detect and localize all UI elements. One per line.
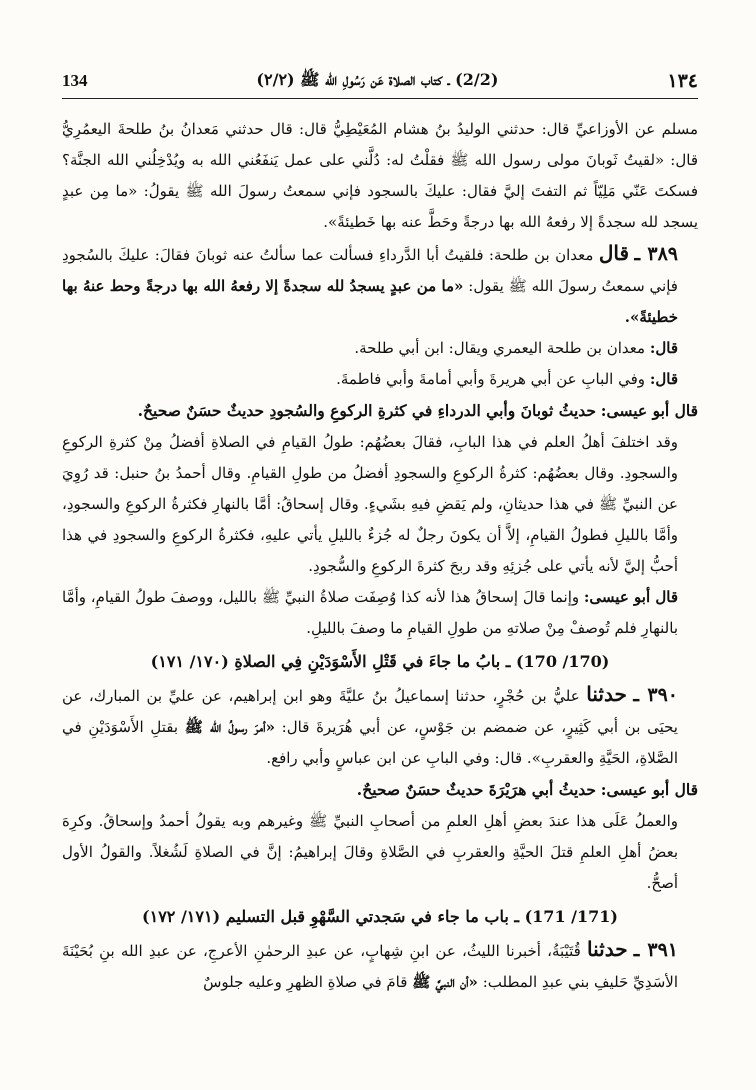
- verdict-text: حديثُ ثوبانَ وأبي الدرداءِ في كثرةِ الركوعِ والسُجودِ حديثٌ حسَنٌ صحيحٌ.: [137, 401, 596, 420]
- hadith-keyword: حدثنا: [587, 937, 628, 961]
- hadith-text: عليُّ بن حُجْرٍ، حدثنا إسماعيلُ بنُ عليَّةَ وهو ابن إبراهيم، عن عليِّ بن المبارك، عن يحيَى بن أبي كَثِيرٍ، عن ضمضم بن جَوْسٍ، عن أبي هُرَيرةَ قال:: [62, 687, 678, 736]
- verdict-keyword: قال أبو عيسى:: [600, 780, 698, 799]
- running-title: (2/2) ـ كتاب الصلاة عَن رَسُولِ الله ﷺ (٢/٢): [256, 69, 499, 89]
- note-keyword: قال:: [649, 370, 678, 388]
- note-line: [62, 333, 698, 364]
- paragraph: وقد اختلفَ أهلُ العلم في هذا البابِ، فقالَ بعضُهُم: طولُ القيامِ في الصلاةِ أفضلُ مِنْ كثرةِ الركوعِ والسجودِ. وقال بعضُهُم: كثرةُ الركوعِ والسجودِ أفضلُ من طولِ القيامِ. وقال أحمدُ بنُ حنبل: قد رُوِيَ عن النبيِّ ﷺ في هذا حديثانِ، ولم يَقضِ فيهِ بشَيءٍ. وقال إسحاقُ: أمَّا بالنهارِ فكثرةُ الركوعِ والسجودِ، وأمَّا بالليلِ فطولُ القيامِ، إلاَّ أن يكونَ رجلٌ له جُزءٌ بالليلِ يأتي عليهِ، فكثرةُ الركوعِ والسجودِ في هذا أحبُّ إليَّ لأنه يأتي على جُزئِهِ وقد ربحَ كثرةَ الركوعِ والسُّجودِ.: [62, 433, 678, 575]
- page-number-arabic: ١٣٤: [667, 70, 698, 92]
- note-text: معدان بن طلحة اليعمري ويقال: ابن أبي طلحة.: [354, 339, 646, 357]
- note-keyword: قال:: [649, 339, 678, 357]
- note-line: [62, 364, 698, 395]
- hadith-text: معدان بن طلحة: فلقيتُ أبا الدَّرداءِ فسألت عما سألتُ عنه ثوبانَ فقالَ: عليكَ بالسُجودِ فإني سمعتُ رسولَ الله ﷺ يقول:: [62, 246, 678, 295]
- hadith-391: [62, 934, 698, 998]
- hadith-matn: «ما من عبدٍ يسجدُ لله سجدةً إلا رفعهُ الله بها درجةً وحط عنهُ بها خطيئةً».: [62, 277, 678, 326]
- chapter-heading: (171/ 171) ـ باب ما جاء في سَجدتي السَّهْوِ قبل التسليم (١٧١/ ١٧٢): [142, 907, 618, 926]
- page-header: [62, 64, 698, 99]
- hadith-390: [62, 679, 698, 774]
- hadith-number: ٣٩١ ـ: [633, 939, 678, 961]
- page-number-latin: 134: [62, 71, 88, 90]
- paragraph-continuation: مسلم عن الأوزاعيِّ قال: حدثني الوليدُ بنُ هشام المُعَيْطِيُّ قال: قال حدثني مَعدانُ بنُ طلحةَ اليعمُرِيُّ قال: «لقيتُ ثَوبانَ مولى رسول الله ﷺ فقلْتُ له: دُلَّني على عمل يَنفَعُني الله به ويُدْخِلُني الله الجنَّة؟ فسكتَ عَنّي مَلِيّاً ثم التفتَ إليَّ فقال: عليكَ بالسجود فإني سمعتُ رسولَ الله ﷺ يقولُ: «ما مِن عبدٍ يسجد لله سجدةً إلا رفعهُ الله بها درجةً وحَطَّ عنه بها خَطيئةً».: [62, 120, 698, 231]
- hadith-keyword: حدثنا: [586, 682, 627, 706]
- hadith-keyword: قال: [598, 241, 630, 265]
- hadith-389: [62, 238, 698, 333]
- hadith-text: بقتلِ الأَسْوَدَيْنِ في الصَّلاةِ، الحَيَّةِ والعقربِ». قال: وفي البابِ عن ابن عباسٍ وأبي رافع.: [62, 718, 678, 767]
- hadith-matn: «أن النبيَّ ﷺ: [412, 973, 478, 991]
- hadith-number: ٣٨٩ ـ: [634, 243, 678, 265]
- page-body: [62, 114, 698, 1090]
- paragraph: والعملُ عَلَى هذا عندَ بعضِ أهلِ العلمِ من أصحابِ النبيِّ ﷺ وغيرهم وبه يقولُ أحمدُ وإسحاقُ. وكرِهَ بعضُ أهلِ العلمِ قتلَ الحيَّةِ والعقربِ في الصَّلاةِ وقالَ إبراهيمُ: إنَّ في الصلاةِ لَشُغلاً. والقولُ الأول أصحُّ.: [62, 812, 678, 892]
- verdict-keyword: قال أبو عيسى:: [583, 588, 678, 606]
- hadith-text: قامَ في صلاةِ الظهرِ وعليه جلوسٌ: [203, 973, 408, 991]
- chapter-heading: (170/ 170) ـ بابُ ما جاءَ في قَتْلِ الأَسْوَدَيْنِ فِي الصلاةِ (١٧٠/ ١٧١): [150, 652, 610, 671]
- hadith-text: قُتَيْبَةُ، أخبرنا الليثُ، عن ابنِ شِهابٍ، عن عبدِ الرحمٰنِ الأعرجِ، عن عبدِ الله بنِ بُحَيْنَةَ الأسَدِيِّ حَليفِ بني عبدِ المطلب:: [62, 942, 678, 991]
- hadith-number: ٣٩٠ ـ: [633, 684, 678, 706]
- verdict-line: [62, 582, 698, 644]
- note-text: وفي البابِ عن أبي هريرةَ وأبي أمامةَ وأبي فاطمةَ.: [336, 370, 646, 388]
- verdict-text: حديثُ أبي هرَيْرَةَ حديثٌ حسَنٌ صحيحٌ.: [356, 780, 596, 799]
- verdict-text: وإنما قالَ إسحاقُ هذا لأنه كذا وُصِفَت صلاةُ النبيِّ ﷺ بالليل، ووصفَ طولُ القيامِ، وأمَّا بالنهارِ فلم تُوصفْ مِنْ صلاتهِ من طولِ القيامِ ما وصفَ بالليلِ.: [62, 588, 678, 637]
- verdict-line: [62, 774, 698, 806]
- verdict-line: [62, 395, 698, 427]
- hadith-matn: «أمرَ رسولُ الله ﷺ: [184, 718, 275, 736]
- verdict-keyword: قال أبو عيسى:: [600, 401, 698, 420]
